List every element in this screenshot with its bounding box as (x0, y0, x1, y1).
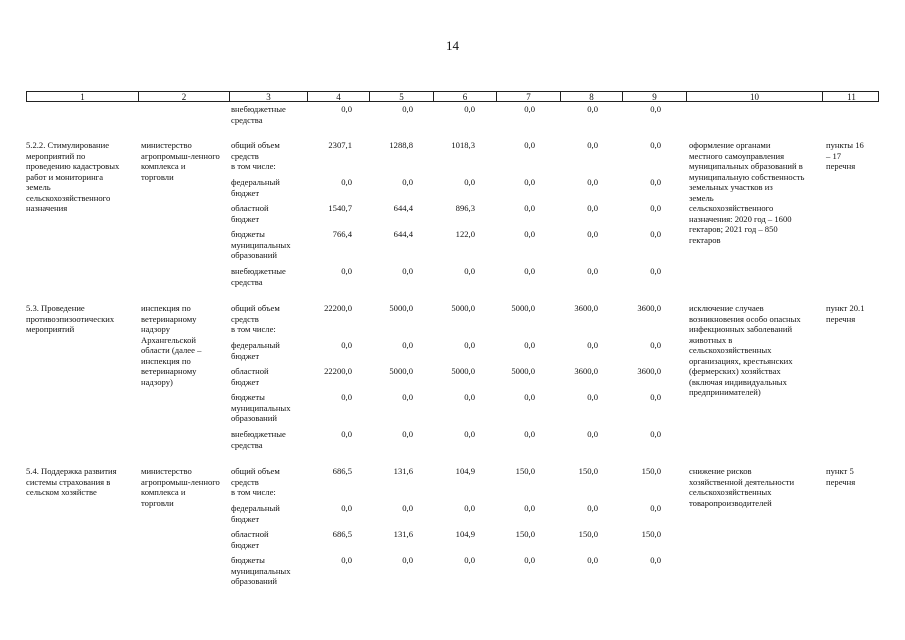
header-col-2: 2 (138, 92, 229, 101)
budget-row-label: бюджеты муниципальных образований (231, 392, 291, 423)
budget-row-value: 5000,0 (511, 303, 535, 313)
budget-row-value: 0,0 (650, 429, 661, 439)
budget-row-label: федеральный бюджет (231, 503, 280, 524)
header-col-9: 9 (622, 92, 686, 101)
budget-row-value: 0,0 (650, 340, 661, 350)
section-reference: пункт 20.1 перечня (826, 303, 865, 324)
budget-row-value: 0,0 (341, 340, 352, 350)
budget-row-value: 0,0 (650, 177, 661, 187)
budget-row-value: 3600,0 (637, 303, 661, 313)
budget-row-value: 5000,0 (389, 366, 413, 376)
budget-row-value: 644,4 (393, 203, 413, 213)
budget-row-value: 104,9 (455, 466, 475, 476)
row-value: 0,0 (650, 104, 661, 114)
budget-row-value: 0,0 (402, 266, 413, 276)
budget-row-value: 0,0 (402, 503, 413, 513)
budget-row-value: 0,0 (402, 177, 413, 187)
budget-row-label: внебюджетные средства (231, 429, 286, 450)
budget-row-value: 150,0 (515, 466, 535, 476)
header-col-10: 10 (686, 92, 822, 101)
row-value: 0,0 (402, 104, 413, 114)
budget-row-label: областной бюджет (231, 529, 269, 550)
budget-row-value: 0,0 (650, 140, 661, 150)
budget-row-value: 0,0 (341, 429, 352, 439)
budget-row-value: 5000,0 (451, 366, 475, 376)
budget-row-value: 150,0 (578, 529, 598, 539)
header-col-3: 3 (229, 92, 307, 101)
header-col-4: 4 (307, 92, 369, 101)
budget-row-value: 150,0 (515, 529, 535, 539)
budget-row-value: 686,5 (332, 466, 352, 476)
budget-row-value: 0,0 (402, 555, 413, 565)
budget-row-value: 5000,0 (511, 366, 535, 376)
budget-row-value: 0,0 (464, 177, 475, 187)
budget-row-value: 0,0 (587, 555, 598, 565)
budget-row-value: 0,0 (524, 229, 535, 239)
budget-row-value: 0,0 (524, 203, 535, 213)
budget-row-value: 5000,0 (451, 303, 475, 313)
budget-row-value: 2307,1 (328, 140, 352, 150)
budget-row-value: 0,0 (341, 392, 352, 402)
budget-row-value: 0,0 (587, 229, 598, 239)
budget-row-label: общий объем средств (231, 140, 280, 161)
budget-row-value: 0,0 (464, 266, 475, 276)
budget-row-value: 0,0 (341, 177, 352, 187)
budget-row-label: бюджеты муниципальных образований (231, 555, 291, 586)
budget-row-label: в том числе: (231, 487, 276, 497)
budget-row-value: 3600,0 (574, 366, 598, 376)
budget-row-label: федеральный бюджет (231, 177, 280, 198)
page-number: 14 (446, 38, 459, 53)
budget-row-value: 0,0 (650, 503, 661, 513)
budget-row-value: 0,0 (341, 503, 352, 513)
budget-row-value: 0,0 (587, 392, 598, 402)
budget-row-value: 0,0 (341, 266, 352, 276)
budget-row-value: 686,5 (332, 529, 352, 539)
section-reference: пункты 16 – 17 перечня (826, 140, 864, 171)
budget-row-label: в том числе: (231, 324, 276, 334)
budget-row-value: 644,4 (393, 229, 413, 239)
header-col-11: 11 (822, 92, 880, 101)
budget-row-value: 0,0 (587, 429, 598, 439)
budget-row-value: 0,0 (587, 503, 598, 513)
budget-row-value: 104,9 (455, 529, 475, 539)
budget-row-value: 1540,7 (328, 203, 352, 213)
budget-row-value: 131,6 (393, 466, 413, 476)
header-col-6: 6 (433, 92, 496, 101)
budget-row-value: 3600,0 (574, 303, 598, 313)
row-value: 0,0 (341, 104, 352, 114)
header-col-5: 5 (369, 92, 433, 101)
budget-row-value: 0,0 (650, 555, 661, 565)
budget-row-value: 1018,3 (451, 140, 475, 150)
budget-row-value: 766,4 (332, 229, 352, 239)
budget-row-label: внебюджетные средства (231, 266, 286, 287)
row-value: 0,0 (587, 104, 598, 114)
budget-row-value: 896,3 (455, 203, 475, 213)
budget-row-value: 22200,0 (324, 303, 352, 313)
budget-row-value: 0,0 (402, 429, 413, 439)
budget-row-value: 150,0 (578, 466, 598, 476)
budget-row-value: 0,0 (524, 340, 535, 350)
budget-row-value: 0,0 (650, 392, 661, 402)
budget-row-label: общий объем средств (231, 303, 280, 324)
section-name: 5.2.2. Стимулирование мероприятий по проведению кадастровых работ и мониторинга земель сельскохозяйственного назначения (26, 140, 120, 213)
budget-row-value: 0,0 (650, 229, 661, 239)
budget-row-label: в том числе: (231, 161, 276, 171)
budget-row-value: 150,0 (641, 529, 661, 539)
budget-row-value: 0,0 (587, 140, 598, 150)
budget-row-label: общий объем средств (231, 466, 280, 487)
budget-row-value: 22200,0 (324, 366, 352, 376)
budget-row-value: 0,0 (587, 266, 598, 276)
budget-row-value: 1288,8 (389, 140, 413, 150)
section-name: 5.3. Проведение противоэпизоотических мероприятий (26, 303, 115, 334)
budget-row-value: 0,0 (524, 177, 535, 187)
budget-row-value: 0,0 (464, 340, 475, 350)
budget-row-value: 0,0 (524, 503, 535, 513)
budget-row-value: 0,0 (587, 177, 598, 187)
section-executor: министерство агропромыш-ленного комплекса и торговли (141, 140, 220, 182)
budget-row-value: 0,0 (524, 429, 535, 439)
budget-row-value: 0,0 (524, 555, 535, 565)
section-executor: министерство агропромыш-ленного комплекса и торговли (141, 466, 220, 508)
budget-row-label: областной бюджет (231, 366, 269, 387)
budget-row-value: 0,0 (587, 203, 598, 213)
budget-row-value: 0,0 (464, 555, 475, 565)
section-result: оформление органами местного самоуправления муниципальных образований в муниципальную собственность земельных участков из земель сельскохозяйственного назначения: 2020 год – 1600 гектаров; 2021 год – 850 гектаров (689, 140, 805, 245)
budget-row-value: 3600,0 (637, 366, 661, 376)
budget-row-value: 0,0 (524, 392, 535, 402)
budget-row-label: бюджеты муниципальных образований (231, 229, 291, 260)
budget-row-value: 0,0 (402, 392, 413, 402)
header-col-1: 1 (80, 92, 85, 102)
table-header (26, 91, 879, 102)
budget-row-value: 0,0 (524, 266, 535, 276)
budget-row-value: 0,0 (341, 555, 352, 565)
row-label: внебюджетные средства (231, 104, 286, 125)
budget-row-value: 0,0 (650, 266, 661, 276)
budget-row-value: 122,0 (455, 229, 475, 239)
section-executor: инспекция по ветеринарному надзору Архангельской области (далее – инспекция по ветеринарному надзору) (141, 303, 202, 387)
budget-row-label: областной бюджет (231, 203, 269, 224)
budget-row-value: 150,0 (641, 466, 661, 476)
row-value: 0,0 (524, 104, 535, 114)
budget-row-value: 0,0 (464, 503, 475, 513)
section-result: исключение случаев возникновения особо опасных инфекционных заболеваний животных в сельскохозяйственных организациях, крестьянских (фермерских) хозяйствах (включая индивидуальных предпринимателей) (689, 303, 801, 397)
header-col-7: 7 (496, 92, 560, 101)
budget-row-value: 0,0 (464, 392, 475, 402)
budget-row-value: 0,0 (524, 140, 535, 150)
budget-row-value: 131,6 (393, 529, 413, 539)
budget-row-value: 0,0 (402, 340, 413, 350)
budget-row-value: 5000,0 (389, 303, 413, 313)
header-col-8: 8 (560, 92, 622, 101)
section-result: снижение рисков хозяйственной деятельности сельскохозяйственных товаропроизводителей (689, 466, 795, 508)
budget-row-value: 0,0 (650, 203, 661, 213)
section-name: 5.4. Поддержка развития системы страхования в сельском хозяйстве (26, 466, 117, 497)
budget-row-value: 0,0 (464, 429, 475, 439)
row-value: 0,0 (464, 104, 475, 114)
budget-row-value: 0,0 (587, 340, 598, 350)
section-reference: пункт 5 перечня (826, 466, 856, 487)
budget-row-label: федеральный бюджет (231, 340, 280, 361)
